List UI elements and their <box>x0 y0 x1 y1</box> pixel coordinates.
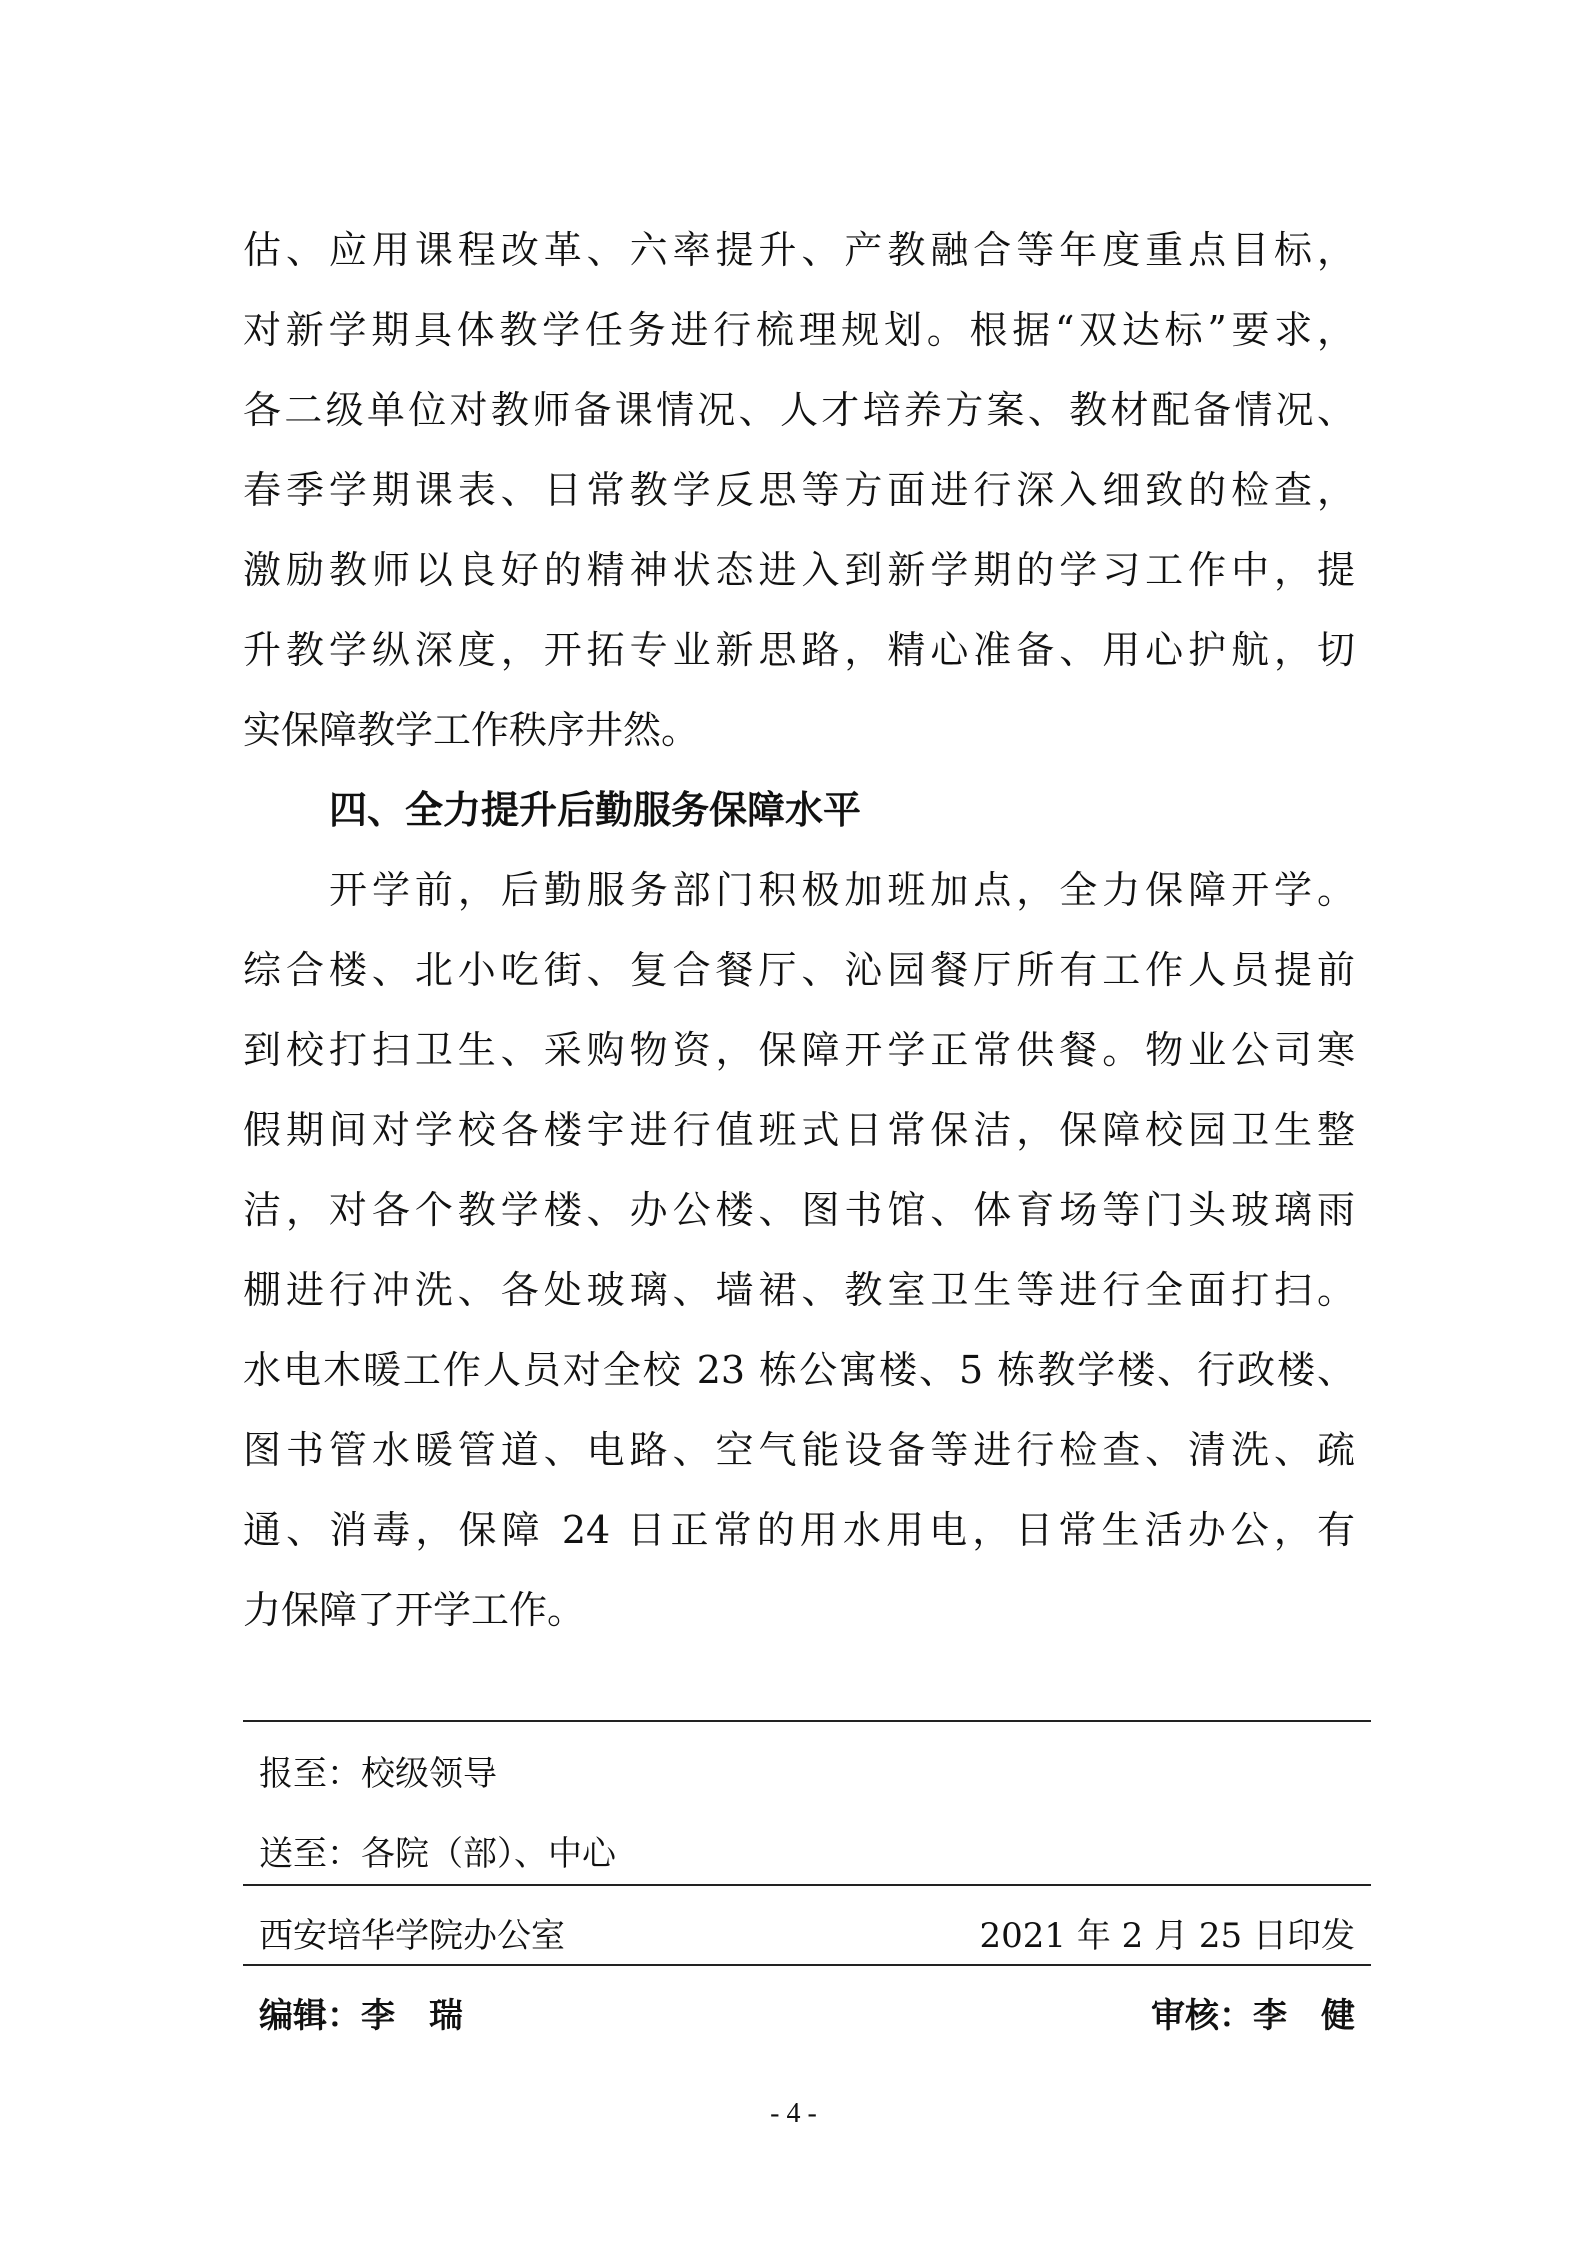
send-to-text: 送至：各院（部）、中心 <box>259 1834 616 1874</box>
text-line: 春季学期课表、日常教学反思等方面进行深入细致的检查， <box>243 468 1355 512</box>
text-line: 开学前，后勤服务部门积极加班加点，全力保障开学。 <box>329 868 1355 912</box>
issuer-row <box>259 1908 1355 1964</box>
text-line: 对新学期具体教学任务进行梳理规划。根据“双达标”要求， <box>243 308 1355 352</box>
footer-divider <box>243 1720 1371 1722</box>
text-line: 各二级单位对教师备课情况、人才培养方案、教材配备情况、 <box>243 388 1355 432</box>
text-line: 通、消毒，保障 24 日正常的用水用电，日常生活办公，有 <box>243 1508 1355 1552</box>
send-to-row <box>259 1826 1355 1882</box>
text-line: 假期间对学校各楼宇进行值班式日常保洁，保障校园卫生整 <box>243 1108 1355 1152</box>
text-line: 水电木暖工作人员对全校 23 栋公寓楼、5 栋教学楼、行政楼、 <box>243 1348 1355 1392</box>
page-number: - 4 - <box>770 2098 817 2129</box>
text-line: 估、应用课程改革、六率提升、产教融合等年度重点目标， <box>243 228 1355 272</box>
text-line: 到校打扫卫生、采购物资，保障开学正常供餐。物业公司寒 <box>243 1028 1355 1072</box>
text-line: 综合楼、北小吃街、复合餐厅、沁园餐厅所有工作人员提前 <box>243 948 1355 992</box>
text-line: 图书管水暖管道、电路、空气能设备等进行检查、清洗、疏 <box>243 1428 1355 1472</box>
section-heading: 四、全力提升后勤服务保障水平 <box>329 788 862 832</box>
report-to-text: 报至：校级领导 <box>259 1754 497 1794</box>
body-text <box>243 210 1355 1650</box>
text-line: 实保障教学工作秩序井然。 <box>243 708 700 752</box>
issue-date-text: 2021 年 2 月 25 日印发 <box>979 1916 1355 1956</box>
footer-divider <box>243 1884 1371 1886</box>
report-to-row <box>259 1746 1355 1802</box>
text-line: 激励教师以良好的精神状态进入到新学期的学习工作中，提 <box>243 548 1355 592</box>
text-line: 升教学纵深度，开拓专业新思路，精心准备、用心护航，切 <box>243 628 1355 672</box>
editor-text: 编辑：李 瑞 <box>259 1996 463 2036</box>
text-line: 力保障了开学工作。 <box>243 1588 586 1632</box>
editor-row <box>259 1988 1355 2044</box>
reviewer-text: 审核：李 健 <box>1151 1996 1355 2036</box>
footer-divider <box>243 1964 1371 1966</box>
text-line: 洁，对各个教学楼、办公楼、图书馆、体育场等门头玻璃雨 <box>243 1188 1355 1232</box>
text-line: 棚进行冲洗、各处玻璃、墙裙、教室卫生等进行全面打扫。 <box>243 1268 1355 1312</box>
issuer-text: 西安培华学院办公室 <box>259 1916 565 1956</box>
